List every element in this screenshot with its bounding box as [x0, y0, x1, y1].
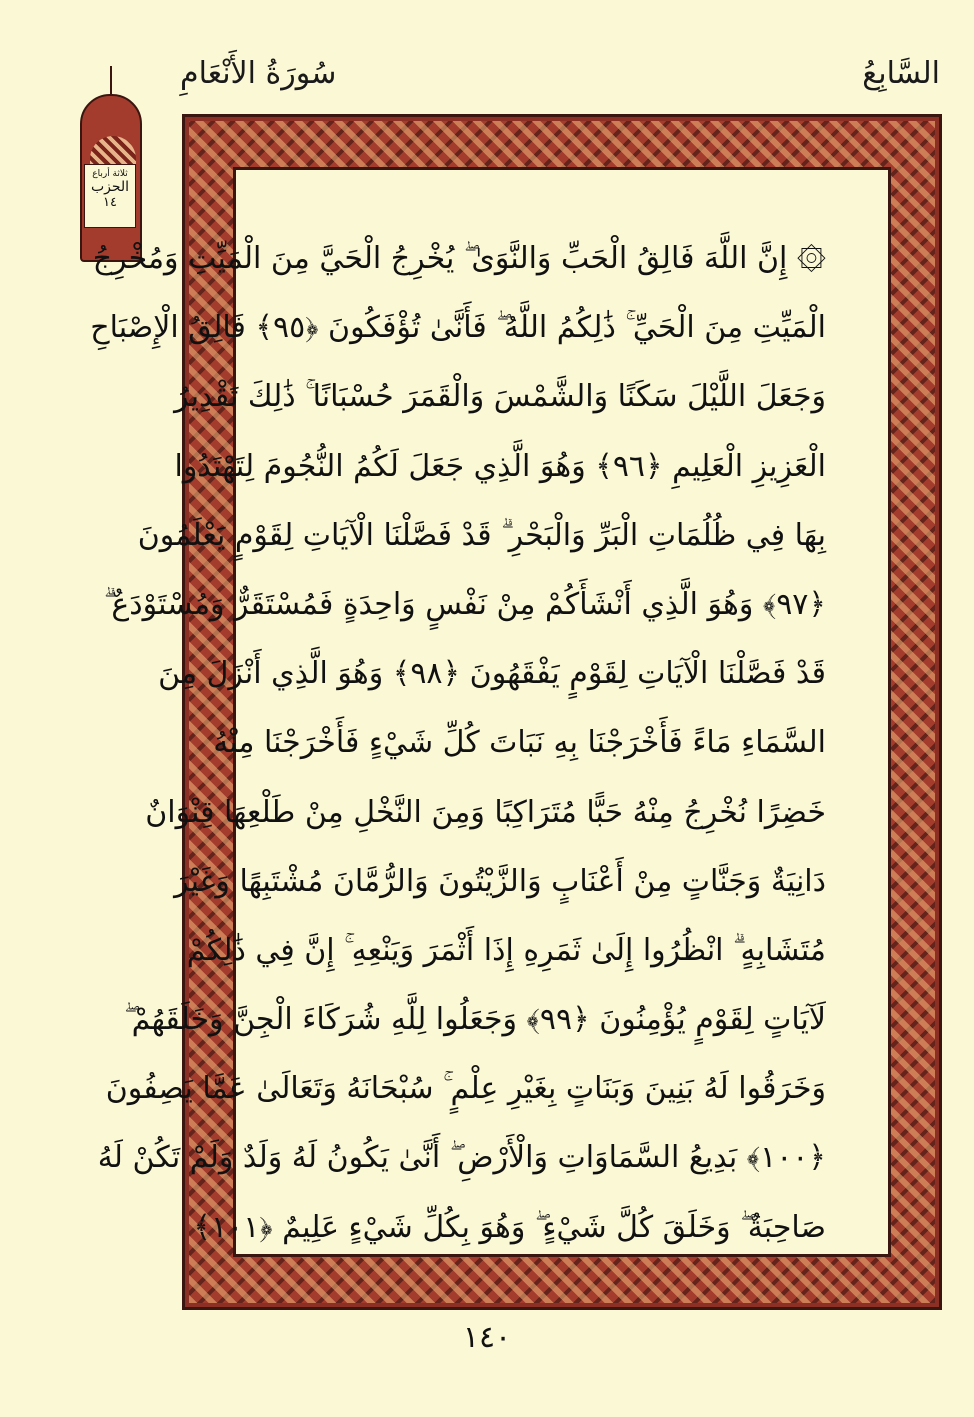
text-line: ﴿٩٧﴾ وَهُوَ الَّذِي أَنْشَأَكُمْ مِنْ نَفْسٍ وَاحِدَةٍ فَمُسْتَقَرٌّ وَمُسْتَوْدَعٌ ۗ — [103, 586, 826, 622]
juz-title: السَّابِعُ — [862, 56, 940, 91]
text-line: بِهَا فِي ظُلُمَاتِ الْبَرِّ وَالْبَحْرِ ۗ قَدْ فَصَّلْنَا الْآيَاتِ لِقَوْمٍ يَعْلَمُونَ — [137, 517, 826, 553]
verse-text — [90, 224, 826, 1245]
text-line: قَدْ فَصَّلْنَا الْآيَاتِ لِقَوْمٍ يَفْقَهُونَ ﴿٩٨﴾ وَهُوَ الَّذِي أَنْزَلَ مِنَ — [158, 656, 826, 692]
surah-title: سُورَةُ الأَنْعَامِ — [180, 56, 337, 91]
text-line: صَاحِبَةٌ ۖ وَخَلَقَ كُلَّ شَيْءٍ ۖ وَهُوَ بِكُلِّ شَيْءٍ عَلِيمٌ ﴿١٠١﴾ — [193, 1209, 826, 1245]
text-line: ۞ إِنَّ اللَّهَ فَالِقُ الْحَبِّ وَالنَّوَىٰ ۖ يُخْرِجُ الْحَيَّ مِنَ الْمَيِّتِ وَمُخْرِجُ — [92, 241, 826, 276]
hizb-stem — [110, 66, 112, 96]
text-line: وَخَرَقُوا لَهُ بَنِينَ وَبَنَاتٍ بِغَيْرِ عِلْمٍ ۚ سُبْحَانَهُ وَتَعَالَىٰ عَمَّا يَصِفُونَ — [105, 1071, 826, 1107]
page-number: ١٤٠ — [462, 1320, 512, 1355]
text-line: السَّمَاءِ مَاءً فَأَخْرَجْنَا بِهِ نَبَاتَ كُلِّ شَيْءٍ فَأَخْرَجْنَا مِنْهُ — [213, 725, 826, 761]
hizb-number: ١٤ — [103, 195, 117, 210]
hizb-label — [84, 164, 136, 228]
text-line: دَانِيَةٌ وَجَنَّاتٍ مِنْ أَعْنَابٍ وَالزَّيْتُونَ وَالرُّمَّانَ مُشْتَبِهًا وَغَيْرَ — [174, 863, 826, 899]
text-line: خَضِرًا نُخْرِجُ مِنْهُ حَبًّا مُتَرَاكِبًا وَمِنَ النَّخْلِ مِنْ طَلْعِهَا قِنْوَانٌ — [145, 794, 826, 830]
text-line: مُتَشَابِهٍ ۗ انْظُرُوا إِلَىٰ ثَمَرِهِ إِذَا أَثْمَرَ وَيَنْعِهِ ۚ إِنَّ فِي ذَٰلِكُمْ — [186, 932, 826, 968]
hizb-fraction: ثلاثة أرباع — [92, 169, 128, 179]
hizb-word: الحزب — [90, 179, 130, 195]
text-line: الْمَيِّتِ مِنَ الْحَيِّ ۚ ذَٰلِكُمُ اللَّهُ ۖ فَأَنَّىٰ تُؤْفَكُونَ ﴿٩٥﴾ فَالِقُ الْإِصْبَاحِ — [90, 310, 826, 346]
page-header — [180, 56, 940, 96]
text-line: ﴿١٠٠﴾ بَدِيعُ السَّمَاوَاتِ وَالْأَرْضِ ۖ أَنَّىٰ يَكُونُ لَهُ وَلَدٌ وَلَمْ تَكُنْ لَهُ — [97, 1140, 826, 1176]
text-line: لَآيَاتٍ لِقَوْمٍ يُؤْمِنُونَ ﴿٩٩﴾ وَجَعَلُوا لِلَّهِ شُرَكَاءَ الْجِنَّ وَخَلَقَهُمْ ۖ — [124, 1002, 826, 1038]
text-line: الْعَزِيزِ الْعَلِيمِ ﴿٩٦﴾ وَهُوَ الَّذِي جَعَلَ لَكُمُ النُّجُومَ لِتَهْتَدُوا — [174, 448, 826, 484]
text-line: وَجَعَلَ اللَّيْلَ سَكَنًا وَالشَّمْسَ وَالْقَمَرَ حُسْبَانًا ۚ ذَٰلِكَ تَقْدِيرُ — [174, 379, 826, 415]
